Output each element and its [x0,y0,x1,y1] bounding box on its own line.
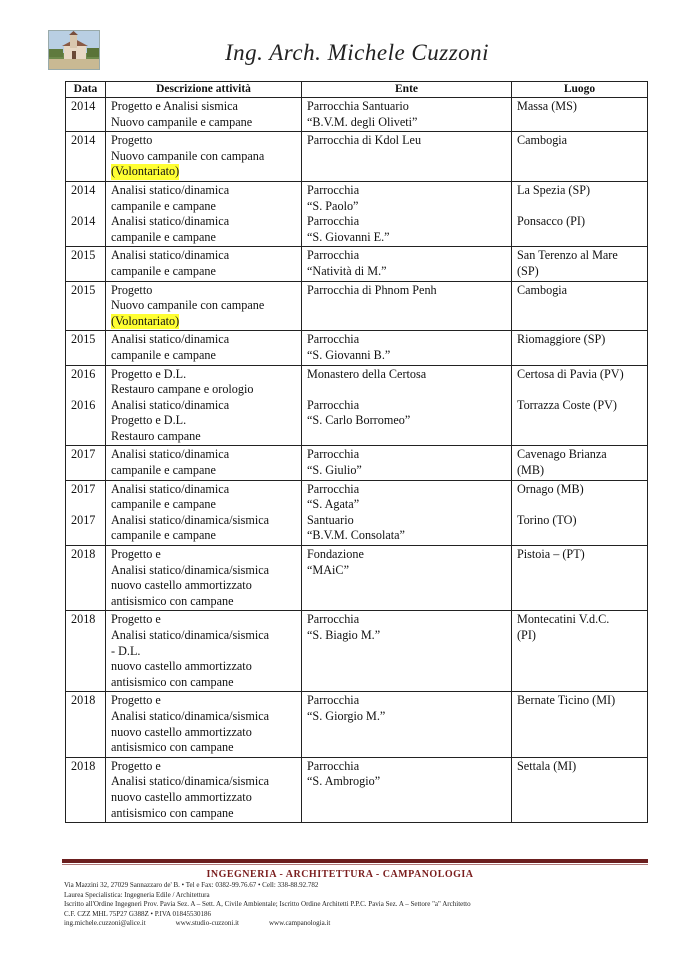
date-line [71,199,100,215]
ente-line: “S. Agata” [307,497,360,512]
header-description: Descrizione attività [106,82,302,98]
luogo-line: (MB) [517,463,545,478]
date-line: 2017 [71,481,96,496]
description-line: Nuovo campanile con campana [111,148,265,163]
description-line: Analisi statico/dinamica [111,332,230,347]
ente-line: Fondazione [307,547,364,562]
description-line: Progetto [111,282,153,297]
luogo-line: Bernate Ticino (MI) [517,693,616,708]
ente-line: Parrocchia [307,758,360,773]
description-line: Analisi statico/dinamica [111,481,230,496]
date-cell [66,98,106,132]
table-row [66,181,648,246]
luogo-line: Cavenago Brianza [517,447,607,462]
date-line: 2017 [71,512,96,527]
ente-line: Parrocchia [307,248,360,263]
description-line: campanile e campane [111,263,216,278]
date-line: 2015 [71,248,96,263]
description-cell [106,611,302,692]
table-row [66,365,648,446]
luogo-cell [512,181,648,246]
luogo-line: (SP) [517,263,539,278]
footer-title: INGEGNERIA - ARCHITETTURA - CAMPANOLOGIA [206,869,474,880]
footer-codes: C.F. CZZ MHL 75P27 G388Z • P.IVA 01845530186 [64,909,211,918]
date-cell [66,611,106,692]
description-line: nuovo castello ammortizzato [111,578,252,593]
description-line: nuovo castello ammortizzato [111,724,252,739]
footer-rule-thin [62,864,648,865]
ente-cell [302,331,512,365]
description-line: - D.L. [111,643,141,658]
table-row [66,331,648,365]
date-cell [66,757,106,822]
description-line: Analisi statico/dinamica/sismica [111,708,270,723]
date-cell [66,692,106,757]
description-line: Analisi statico/dinamica/sismica [111,562,270,577]
description-line: Restauro campane [111,428,201,443]
luogo-line [517,382,642,398]
table-row [66,611,648,692]
date-line: 2014 [71,182,96,197]
ente-cell [302,546,512,611]
date-line: 2018 [71,693,96,708]
ente-line: “S. Biagio M.” [307,628,381,642]
date-cell [66,365,106,446]
luogo-line: Ponsacco (PI) [517,214,586,229]
description-line: campanile e campane [111,463,216,478]
description-line: Analisi statico/dinamica [111,248,230,263]
ente-cell [302,611,512,692]
ente-line: “S. Giovanni E.” [307,229,390,244]
luogo-cell [512,98,648,132]
description-line: campanile e campane [111,528,216,543]
luogo-line: Certosa di Pavia (PV) [517,366,624,381]
table-row [66,480,648,545]
church-photo-logo [48,30,100,70]
ente-cell [302,692,512,757]
ente-line: Parrocchia [307,693,360,708]
luogo-line: San Terenzo al Mare [517,248,618,263]
ente-line: Parrocchia [307,612,360,627]
description-cell [106,98,302,132]
description-cell [106,281,302,331]
luogo-line: Torino (TO) [517,512,577,527]
ente-line: “S. Ambrogio” [307,774,381,789]
header-name: Ing. Arch. Michele Cuzzoni [225,40,490,65]
luogo-line [517,199,642,215]
luogo-cell [512,247,648,281]
description-line: Nuovo campanile con campane [111,298,265,313]
description-line: antisismico con campane [111,674,234,689]
luogo-cell [512,132,648,182]
ente-line: Parrocchia di Phnom Penh [307,282,437,297]
luogo-line: Cambogia [517,282,568,297]
luogo-cell [512,281,648,331]
ente-line: Parrocchia [307,332,360,347]
description-line: campanile e campane [111,497,216,512]
date-line: 2014 [71,214,96,229]
luogo-cell [512,365,648,446]
date-line [71,382,100,398]
luogo-line: Cambogia [517,133,568,148]
description-line: Progetto e D.L. [111,366,187,381]
ente-line: Parrocchia Santuario [307,99,409,113]
table-body [66,98,648,823]
date-line: 2016 [71,366,96,381]
table-row [66,546,648,611]
description-line: Analisi statico/dinamica [111,182,230,197]
footer-rule [62,859,648,863]
luogo-line: Pistoia – (PT) [517,547,585,562]
description-cell [106,757,302,822]
description-line: Nuovo campanile e campane [111,114,253,129]
date-line [71,497,100,513]
header-date: Data [66,82,106,98]
date-line: 2018 [71,547,96,562]
description-line: (Volontariato) [111,164,180,179]
date-line: 2018 [71,758,96,773]
table-header-row [66,82,648,98]
luogo-cell [512,446,648,480]
table-row [66,132,648,182]
ente-line: Monastero della Certosa [307,366,427,381]
ente-line [307,382,506,398]
description-cell [106,247,302,281]
description-line: Progetto e [111,758,161,773]
ente-line: “S. Giovanni B.” [307,347,391,362]
description-line: Progetto [111,133,153,148]
description-cell [106,181,302,246]
luogo-cell [512,480,648,545]
luogo-line: Massa (MS) [517,99,577,113]
ente-cell [302,446,512,480]
description-cell [106,365,302,446]
description-line: campanile e campane [111,347,216,362]
luogo-line: Torrazza Coste (PV) [517,397,617,412]
luogo-line [517,497,642,513]
date-line: 2016 [71,397,96,412]
luogo-line: Montecatini V.d.C. [517,612,610,627]
description-line: Progetto e [111,693,161,708]
ente-cell [302,365,512,446]
description-cell [106,480,302,545]
description-line: Progetto e D.L. [111,413,187,428]
description-line: campanile e campane [111,229,216,244]
ente-cell [302,181,512,246]
ente-line: “S. Carlo Borromeo” [307,413,411,428]
description-line: (Volontariato) [111,313,180,328]
ente-cell [302,480,512,545]
ente-cell [302,281,512,331]
activities-table [65,81,648,823]
ente-line: “S. Giulio” [307,463,362,478]
luogo-cell [512,692,648,757]
date-cell [66,331,106,365]
description-line: Analisi statico/dinamica [111,397,230,412]
table-row [66,692,648,757]
description-line: antisismico con campane [111,740,234,755]
description-line: nuovo castello ammortizzato [111,659,252,674]
luogo-cell [512,757,648,822]
description-cell [106,446,302,480]
footer-email-link[interactable]: ing.michele.cuzzoni@alice.it [64,919,146,928]
footer-site-link[interactable]: www.studio-cuzzoni.it [175,919,239,928]
date-cell [66,247,106,281]
ente-line: Parrocchia di Kdol Leu [307,133,422,148]
date-line: 2014 [71,99,96,113]
ente-line: Parrocchia [307,214,360,229]
ente-cell [302,132,512,182]
table-row [66,281,648,331]
ente-line: “B.V.M. degli Oliveti” [307,114,418,129]
ente-line: “Natività di M.” [307,263,387,278]
description-line: antisismico con campane [111,805,234,820]
description-line: Progetto e [111,547,161,562]
date-line: 2015 [71,282,96,297]
ente-line: “B.V.M. Consolata” [307,528,405,543]
luogo-line: Settala (MI) [517,758,577,773]
description-line: nuovo castello ammortizzato [111,789,252,804]
luogo-line: Ornago (MB) [517,481,584,496]
date-line: 2014 [71,133,96,148]
description-line: Progetto e [111,612,161,627]
luogo-line: La Spezia (SP) [517,182,591,197]
luogo-line: Riomaggiore (SP) [517,332,606,347]
luogo-cell [512,611,648,692]
ente-line: Parrocchia [307,182,360,197]
footer-registration: Iscritto all'Ordine Ingegneri Prov. Pavia Sez. A – Sett. A, Civile Ambientale; Iscritto Ordine Architetti P.P.C. Pavia Sez. A – Settore "a" Architetto [64,900,471,909]
description-line: Analisi statico/dinamica/sismica [111,512,270,527]
ente-line: Parrocchia [307,447,360,462]
description-line: campanile e campane [111,198,216,213]
ente-cell [302,757,512,822]
ente-line: Parrocchia [307,397,360,412]
ente-cell [302,247,512,281]
footer-degree: Laurea Specialistica: Ingegneria Edile / Architettura [64,890,210,899]
date-cell [66,132,106,182]
table-row [66,446,648,480]
date-cell [66,546,106,611]
description-line: antisismico con campane [111,593,234,608]
ente-line: “MAiC” [307,562,349,577]
luogo-line: (PI) [517,628,536,642]
description-cell [106,132,302,182]
footer-contact [64,881,644,929]
header-luogo: Luogo [512,82,648,98]
date-line: 2015 [71,332,96,347]
date-cell [66,480,106,545]
description-line: Analisi statico/dinamica/sismica [111,628,270,642]
date-cell [66,281,106,331]
description-cell [106,331,302,365]
ente-line: “S. Giorgio M.” [307,708,386,723]
description-line: Progetto e Analisi sismica [111,99,238,113]
description-line: Analisi statico/dinamica [111,447,230,462]
description-cell [106,692,302,757]
description-line: Analisi statico/dinamica/sismica [111,774,270,789]
ente-line: “S. Paolo” [307,198,359,213]
description-cell [106,546,302,611]
footer-site2-link[interactable]: www.campanologia.it [268,919,331,928]
description-line: Analisi statico/dinamica [111,214,230,229]
date-line: 2018 [71,612,96,627]
luogo-cell [512,546,648,611]
ente-cell [302,98,512,132]
table-row [66,247,648,281]
date-line: 2017 [71,447,96,462]
table-row [66,757,648,822]
ente-line: Santuario [307,512,354,527]
date-cell [66,446,106,480]
table-row [66,98,648,132]
ente-line: Parrocchia [307,481,360,496]
header-ente: Ente [302,82,512,98]
luogo-cell [512,331,648,365]
date-cell [66,181,106,246]
description-line: Restauro campane e orologio [111,382,254,397]
footer-address: Via Mazzini 32, 27029 Sannazzaro de' B. • Tel e Fax: 0382-99.76.67 • Cell: 338-88.92.782 [64,881,319,889]
